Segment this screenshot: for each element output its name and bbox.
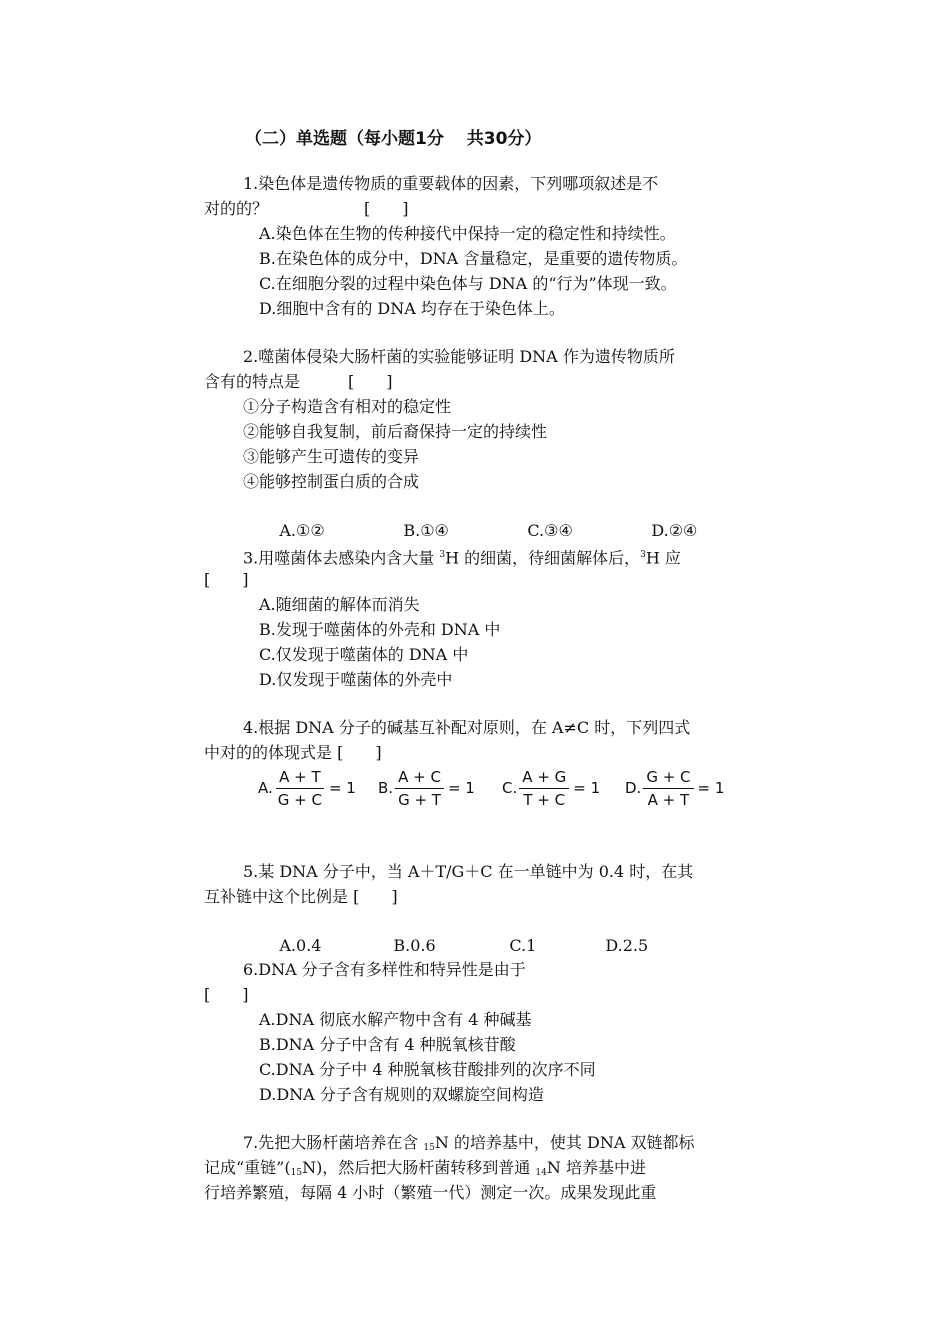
q4-formula-c-denominator: T + C: [523, 790, 566, 809]
q1-stem-line1: 1.染色体是遗传物质的重要载体的因素，下列哪项叙述是不: [243, 174, 659, 193]
q3-stem-line2: [ ]: [204, 570, 249, 589]
q2-stem-line1: 2.噬菌体侵染大肠杆菌的实验能够证明 DNA 作为遗传物质所: [243, 347, 675, 366]
q4-formula-a-label: A.: [258, 779, 273, 797]
q3-stem-line1: [243, 543, 681, 570]
q4-formula-b-equals: = 1: [447, 779, 475, 797]
q1-stem-line2: 对的的？ [ ]: [204, 199, 409, 218]
q4-formula-options: [258, 764, 728, 812]
q6-option-c: C.DNA 分子中 4 种脱氧核苷酸排列的次序不同: [259, 1060, 596, 1079]
q1-option-d: D.细胞中含有的 DNA 均存在于染色体上。: [259, 299, 565, 318]
q4-formula-b: [378, 764, 475, 812]
q2-item-2: ②能够自我复制，前后裔保持一定的持续性: [243, 422, 548, 441]
q7-isotope-15n-a: 15: [423, 1143, 435, 1153]
q2-option-a: A.①②: [279, 521, 325, 540]
section-title: （二）单选题（每小题1分 共30分）: [245, 129, 542, 149]
q7-stem-line3: 行培养繁殖，每隔 4 小时（繁殖一代）测定一次。成果发现此重: [204, 1183, 657, 1202]
q5-stem-line1: 5.某 DNA 分子中，当 A＋T/G＋C 在一单链中为 0.4 时，在其: [243, 862, 694, 881]
q7-stem-line1: [243, 1131, 694, 1158]
q4-formula-d-numerator: G + C: [643, 768, 693, 789]
q2-option-d: D.②④: [651, 521, 698, 540]
q3-isotope-b: 3: [640, 550, 646, 560]
q7-line1-b: N 的培养基中，使其 DNA 双链都标: [434, 1133, 695, 1152]
q4-formula-b-denominator: G + T: [398, 790, 441, 809]
q4-formula-d-denominator: A + T: [647, 790, 690, 809]
q3-stem-a: 3.用噬菌体去感染内含大量: [243, 548, 440, 568]
q4-formula-d: [625, 764, 724, 812]
q7-line2-c: N 培养基中进: [546, 1158, 646, 1177]
q4-stem-line1: 4.根据 DNA 分子的碱基互补配对原则，在 A≠C 时，下列四式: [243, 718, 691, 737]
q5-stem-line2: 互补链中这个比例是 [ ]: [204, 887, 398, 906]
q7-line2-b: N)，然后把大肠杆菌转移到普通: [302, 1158, 536, 1177]
q3-stem-c: H 应: [645, 548, 681, 568]
q2-stem-line2: 含有的特点是 [ ]: [204, 372, 393, 391]
q3-isotope-a: 3: [439, 550, 446, 560]
q4-formula-a-numerator: A + T: [276, 768, 324, 789]
q4-formula-a-equals: = 1: [328, 779, 356, 797]
q2-option-c: C.③④: [527, 521, 573, 540]
q3-option-c: C.仅发现于噬菌体的 DNA 中: [259, 645, 469, 664]
q6-stem-line2: [ ]: [204, 985, 249, 1004]
q3-option-d: D.仅发现于噬菌体的外壳中: [259, 670, 453, 689]
q4-formula-d-label: D.: [625, 779, 642, 797]
q4-formula-d-equals: = 1: [697, 779, 725, 797]
q1-option-b: B.在染色体的成分中，DNA 含量稳定，是重要的遗传物质。: [259, 249, 688, 268]
q7-line1-a: 7.先把大肠杆菌培养在含: [243, 1133, 424, 1152]
q6-option-a: A.DNA 彻底水解产物中含有 4 种碱基: [259, 1010, 532, 1029]
q6-stem-line1: 6.DNA 分子含有多样性和特异性是由于: [243, 960, 526, 979]
q7-isotope-14n: 14: [535, 1168, 547, 1178]
q7-line2-a: 记成“重链”(: [204, 1158, 291, 1177]
q4-formula-c: [502, 764, 600, 812]
q4-stem-line2: 中对的的体现式是 [ ]: [204, 743, 382, 762]
q4-formula-c-label: C.: [502, 779, 518, 797]
q5-option-b: B.0.6: [393, 936, 436, 955]
q3-stem-b: H 的细菌，待细菌解体后，: [445, 548, 641, 568]
q3-option-a: A.随细菌的解体而消失: [259, 595, 420, 614]
q2-item-3: ③能够产生可遗传的变异: [243, 447, 420, 466]
q2-option-b: B.①④: [403, 521, 449, 540]
q5-option-a: A.0.4: [279, 936, 322, 955]
q1-option-c: C.在细胞分裂的过程中染色体与 DNA 的“行为”体现一致。: [259, 274, 677, 293]
q2-item-1: ①分子构造含有相对的稳定性: [243, 397, 452, 416]
q4-formula-b-numerator: A + C: [395, 768, 444, 789]
q4-formula-a: [258, 764, 356, 812]
q7-stem-line2: [204, 1156, 646, 1183]
q4-formula-b-label: B.: [378, 779, 394, 797]
q5-option-c: C.1: [509, 936, 537, 955]
q4-formula-c-numerator: A + G: [519, 768, 569, 789]
q5-option-d: D.2.5: [605, 936, 649, 955]
q6-option-b: B.DNA 分子中含有 4 种脱氧核苷酸: [259, 1035, 516, 1054]
q6-option-d: D.DNA 分子含有规则的双螺旋空间构造: [259, 1085, 544, 1104]
q4-formula-c-equals: = 1: [573, 779, 601, 797]
q4-formula-a-denominator: G + C: [277, 790, 322, 809]
q2-item-4: ④能够控制蛋白质的合成: [243, 472, 420, 491]
q7-isotope-15n-b: 15: [290, 1168, 303, 1178]
q3-option-b: B.发现于噬菌体的外壳和 DNA 中: [259, 620, 501, 639]
q1-option-a: A.染色体在生物的传种接代中保持一定的稳定性和持续性。: [259, 224, 676, 243]
